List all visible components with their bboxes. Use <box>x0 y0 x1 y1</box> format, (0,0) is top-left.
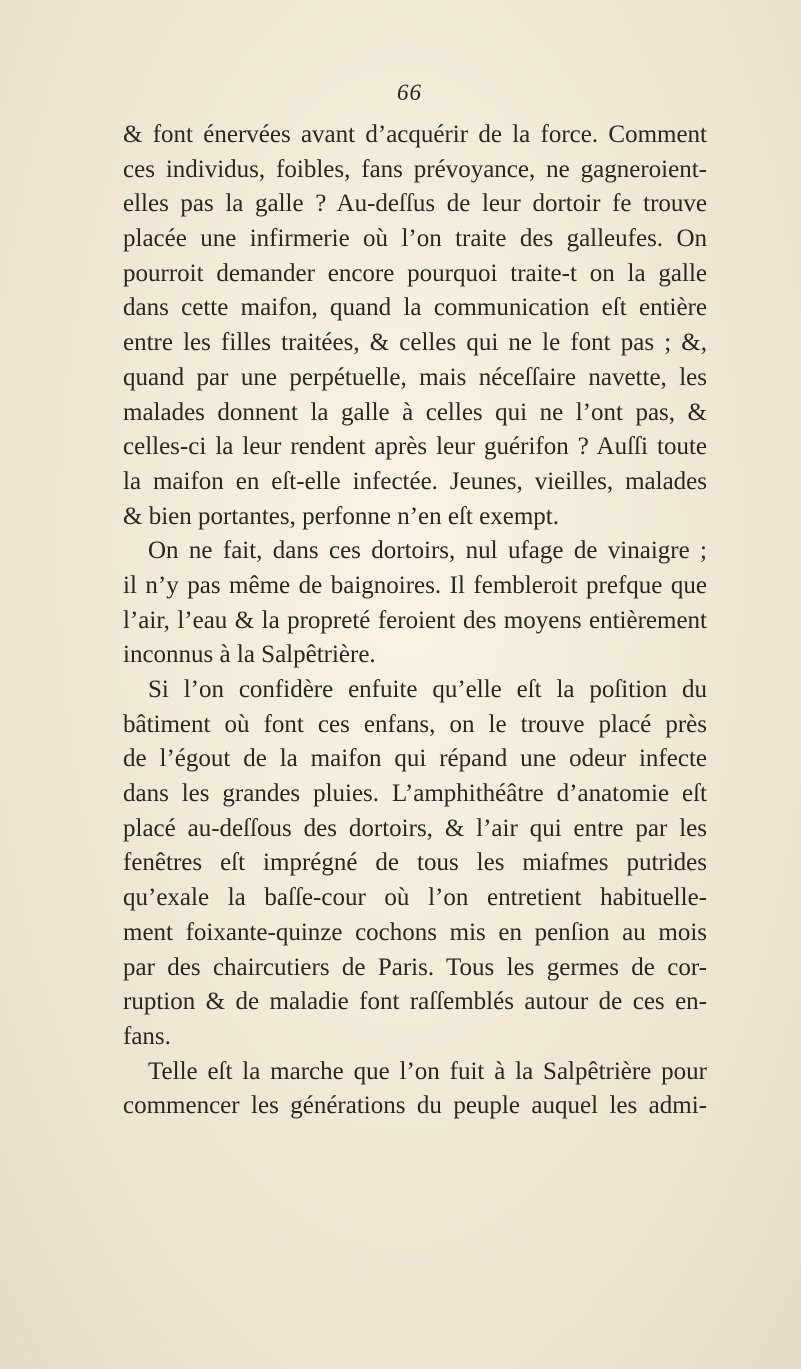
text-line: entre les filles traitées, & celles qui ne le font pas ; &, <box>123 329 707 357</box>
text-line: qu’exale la baſſe-cour où l’on entretient habituelle- <box>123 884 707 912</box>
text-line: bâtiment où font ces enfans, on le trouve placé près <box>123 710 707 738</box>
page-number: 66 <box>397 80 422 105</box>
text-line: & font énervées avant d’acquérir de la force. Comment <box>123 121 707 148</box>
text-line: ruption & de maladie font raſſemblés autour de ces en- <box>123 988 707 1016</box>
text-line: fans. <box>123 1022 171 1050</box>
text-line: Telle eſt la marche que l’on fuit à la Salpêtrière pour <box>148 1057 707 1085</box>
text-line: ment foixante-quinze cochons mis en penſion au mois <box>123 918 707 946</box>
text-line: il n’y pas même de baignoires. Il fembleroit prefque que <box>123 571 707 599</box>
text-line: de l’égout de la maifon qui répand une odeur infecte <box>123 745 707 773</box>
text-line: par des chaircutiers de Paris. Tous les germes de cor- <box>123 953 707 981</box>
text-line: & bien portantes, perfonne n’en eſt exempt. <box>123 502 559 530</box>
text-line: dans cette maifon, quand la communication eſt entière <box>123 294 707 322</box>
body-text <box>123 118 707 1124</box>
text-line: quand par une perpétuelle, mais néceſſaire navette, les <box>123 363 707 391</box>
text-line: pourroit demander encore pourquoi traite-t on la galle <box>123 259 707 287</box>
text-line: inconnus à la Salpêtrière. <box>123 641 376 669</box>
text-line: la maifon en eſt-elle infectée. Jeunes, vieilles, malades <box>123 467 707 495</box>
text-line: elles pas la galle ? Au-deſſus de leur dortoir fe trouve <box>123 190 707 218</box>
text-line: malades donnent la galle à celles qui ne l’ont pas, & <box>123 398 707 426</box>
text-line: celles-ci la leur rendent après leur guérifon ? Auſſi toute <box>123 433 707 461</box>
text-line: placé au-deſſous des dortoirs, & l’air qui entre par les <box>123 814 707 842</box>
text-line: ces individus, foibles, fans prévoyance, ne gagneroient- <box>123 155 707 183</box>
text-line: l’air, l’eau & la propreté feroient des moyens entièrement <box>123 606 707 634</box>
text-line: On ne fait, dans ces dortoirs, nul ufage de vinaigre ; <box>148 537 707 565</box>
text-line: dans les grandes pluies. L’amphithéâtre d’anatomie eſt <box>123 780 707 808</box>
text-line: fenêtres eſt imprégné de tous les miafmes putrides <box>123 849 707 877</box>
text-line: commencer les générations du peuple auquel les admi- <box>123 1092 707 1120</box>
text-line: Si l’on confidère enfuite qu’elle eſt la poſition du <box>148 676 707 703</box>
text-line: placée une infirmerie où l’on traite des galleufes. On <box>123 225 707 253</box>
